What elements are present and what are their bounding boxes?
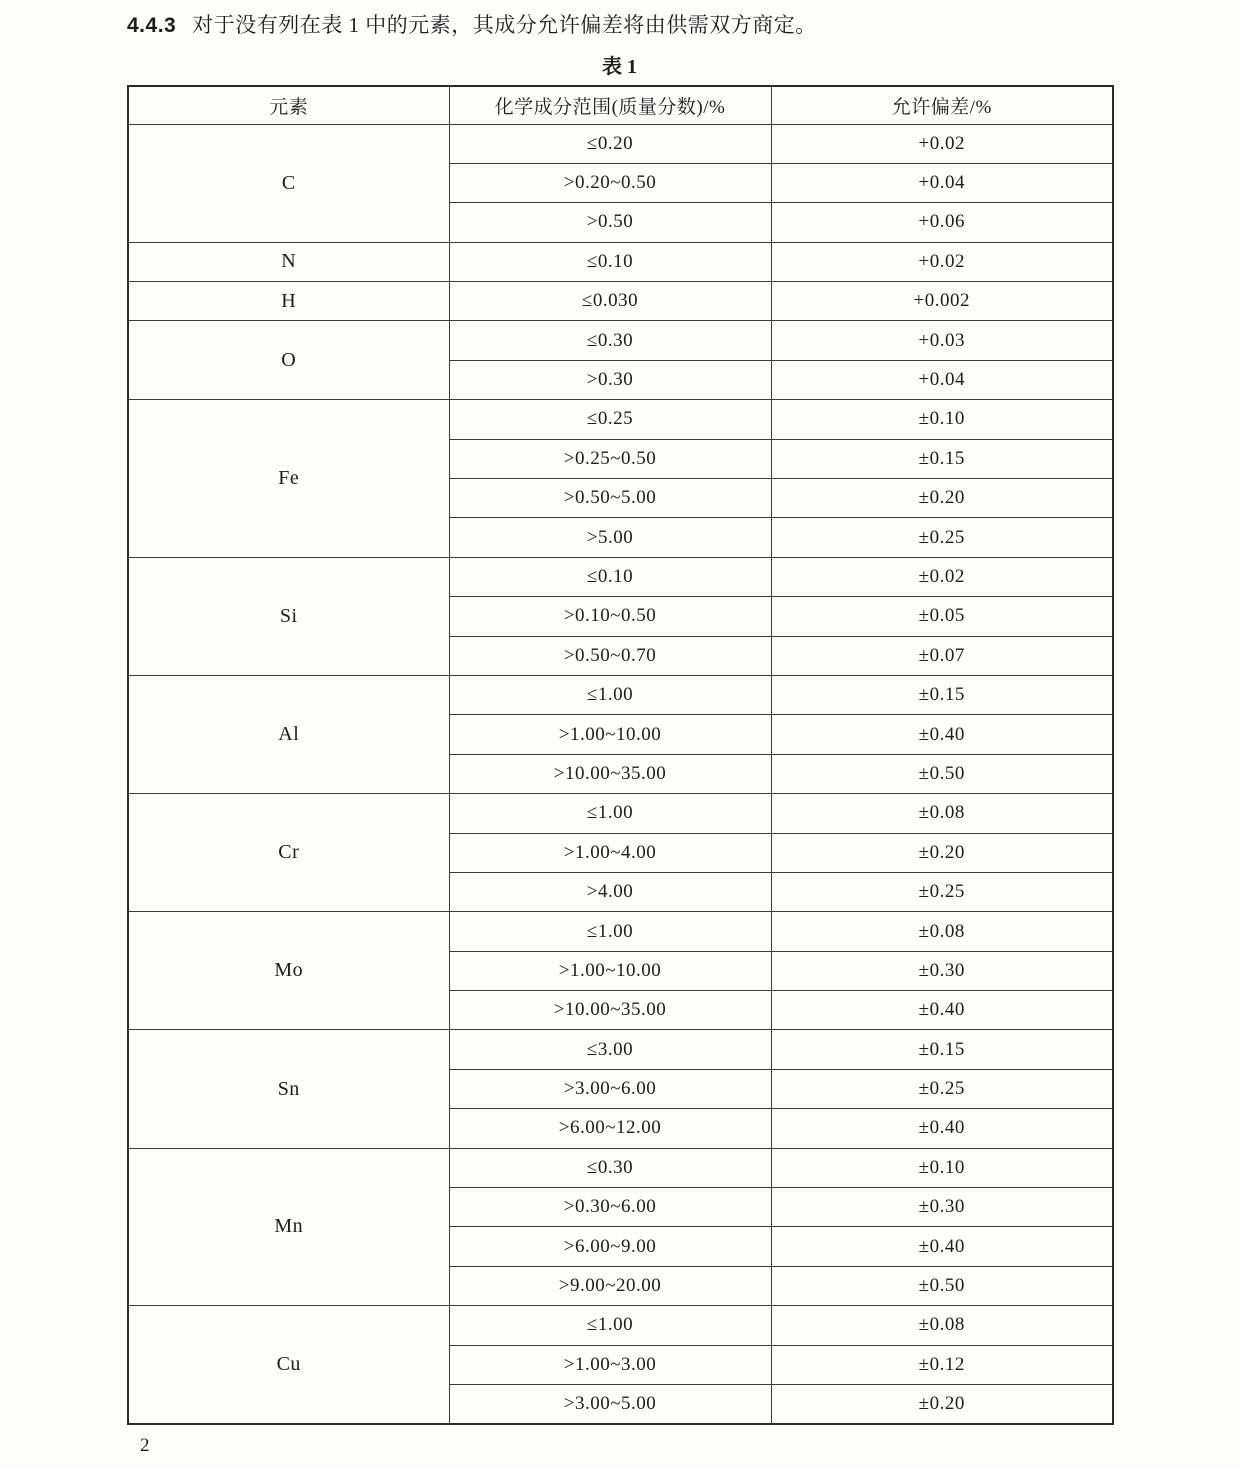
deviation-cell: ±0.10 — [771, 1148, 1113, 1187]
composition-range-cell: >1.00~3.00 — [449, 1345, 771, 1384]
table-row — [128, 1148, 1113, 1187]
composition-range-cell: ≤0.30 — [449, 1148, 771, 1187]
deviation-cell: +0.03 — [771, 321, 1113, 360]
element-cell: Mo — [128, 912, 449, 1030]
element-cell: C — [128, 124, 449, 242]
deviation-cell: ±0.07 — [771, 636, 1113, 675]
table-header-row — [128, 86, 1113, 124]
table-row — [128, 557, 1113, 596]
composition-range-cell: ≤0.25 — [449, 400, 771, 439]
deviation-cell: ±0.02 — [771, 557, 1113, 596]
deviation-cell: ±0.15 — [771, 675, 1113, 714]
deviation-cell: ±0.08 — [771, 1306, 1113, 1345]
deviation-cell: +0.04 — [771, 360, 1113, 399]
deviation-cell: ±0.25 — [771, 1069, 1113, 1108]
element-cell: Cu — [128, 1306, 449, 1424]
composition-range-cell: ≤0.20 — [449, 124, 771, 163]
composition-range-cell: >10.00~35.00 — [449, 754, 771, 793]
element-cell: Si — [128, 557, 449, 675]
deviation-cell: ±0.40 — [771, 1109, 1113, 1148]
table-row — [128, 242, 1113, 281]
deviation-cell: +0.002 — [771, 282, 1113, 321]
composition-range-cell: ≤1.00 — [449, 912, 771, 951]
table-row — [128, 794, 1113, 833]
element-cell: Al — [128, 675, 449, 793]
table-row — [128, 1306, 1113, 1345]
deviation-cell: ±0.20 — [771, 1385, 1113, 1425]
composition-range-cell: ≤0.030 — [449, 282, 771, 321]
header-composition-range: 化学成分范围(质量分数)/% — [449, 86, 771, 124]
tolerance-table — [127, 85, 1114, 1425]
table-row — [128, 912, 1113, 951]
composition-range-cell: ≤1.00 — [449, 794, 771, 833]
composition-range-cell: >0.50~5.00 — [449, 479, 771, 518]
deviation-cell: ±0.30 — [771, 951, 1113, 990]
composition-range-cell: ≤0.10 — [449, 557, 771, 596]
composition-range-cell: >0.50~0.70 — [449, 636, 771, 675]
deviation-cell: ±0.40 — [771, 715, 1113, 754]
composition-range-cell: >10.00~35.00 — [449, 991, 771, 1030]
section-number: 4.4.3 — [127, 14, 177, 37]
composition-range-cell: >3.00~5.00 — [449, 1385, 771, 1425]
composition-range-cell: >6.00~9.00 — [449, 1227, 771, 1266]
composition-range-cell: >0.50 — [449, 203, 771, 242]
composition-range-cell: >0.30 — [449, 360, 771, 399]
composition-range-cell: >4.00 — [449, 872, 771, 911]
composition-range-cell: >1.00~4.00 — [449, 833, 771, 872]
deviation-cell: ±0.10 — [771, 400, 1113, 439]
table-row — [128, 1030, 1113, 1069]
element-cell: O — [128, 321, 449, 400]
deviation-cell: ±0.20 — [771, 833, 1113, 872]
deviation-cell: ±0.25 — [771, 872, 1113, 911]
element-cell: Cr — [128, 794, 449, 912]
header-allowed-deviation: 允许偏差/% — [771, 86, 1113, 124]
deviation-cell: ±0.30 — [771, 1188, 1113, 1227]
element-cell: N — [128, 242, 449, 281]
composition-range-cell: ≤1.00 — [449, 1306, 771, 1345]
deviation-cell: ±0.50 — [771, 1266, 1113, 1305]
composition-range-cell: >1.00~10.00 — [449, 951, 771, 990]
section-text: 对于没有列在表 1 中的元素，其成分允许偏差将由供需双方商定。 — [192, 13, 817, 37]
table-row — [128, 675, 1113, 714]
deviation-cell: ±0.12 — [771, 1345, 1113, 1384]
table-row — [128, 282, 1113, 321]
composition-range-cell: >0.20~0.50 — [449, 163, 771, 202]
deviation-cell: ±0.40 — [771, 1227, 1113, 1266]
composition-range-cell: >0.10~0.50 — [449, 597, 771, 636]
composition-range-cell: >9.00~20.00 — [449, 1266, 771, 1305]
deviation-cell: ±0.40 — [771, 991, 1113, 1030]
composition-range-cell: >6.00~12.00 — [449, 1109, 771, 1148]
deviation-cell: ±0.15 — [771, 439, 1113, 478]
table-row — [128, 400, 1113, 439]
composition-range-cell: ≤1.00 — [449, 675, 771, 714]
element-cell: Mn — [128, 1148, 449, 1306]
table-row — [128, 124, 1113, 163]
page-number: 2 — [140, 1435, 150, 1456]
composition-range-cell: >0.25~0.50 — [449, 439, 771, 478]
deviation-cell: ±0.20 — [771, 479, 1113, 518]
deviation-cell: ±0.25 — [771, 518, 1113, 557]
deviation-cell: ±0.08 — [771, 912, 1113, 951]
composition-range-cell: >1.00~10.00 — [449, 715, 771, 754]
element-cell: Fe — [128, 400, 449, 558]
deviation-cell: ±0.15 — [771, 1030, 1113, 1069]
composition-range-cell: >0.30~6.00 — [449, 1188, 771, 1227]
deviation-cell: +0.02 — [771, 124, 1113, 163]
deviation-cell: ±0.05 — [771, 597, 1113, 636]
composition-range-cell: ≤0.10 — [449, 242, 771, 281]
composition-range-cell: ≤0.30 — [449, 321, 771, 360]
deviation-cell: +0.06 — [771, 203, 1113, 242]
table-row — [128, 321, 1113, 360]
section-paragraph — [127, 12, 1117, 39]
composition-range-cell: >3.00~6.00 — [449, 1069, 771, 1108]
deviation-cell: +0.02 — [771, 242, 1113, 281]
deviation-cell: ±0.08 — [771, 794, 1113, 833]
table-caption: 表 1 — [602, 56, 637, 78]
composition-range-cell: >5.00 — [449, 518, 771, 557]
deviation-cell: +0.04 — [771, 163, 1113, 202]
element-cell: H — [128, 282, 449, 321]
deviation-cell: ±0.50 — [771, 754, 1113, 793]
element-cell: Sn — [128, 1030, 449, 1148]
header-element: 元素 — [128, 86, 449, 124]
composition-range-cell: ≤3.00 — [449, 1030, 771, 1069]
